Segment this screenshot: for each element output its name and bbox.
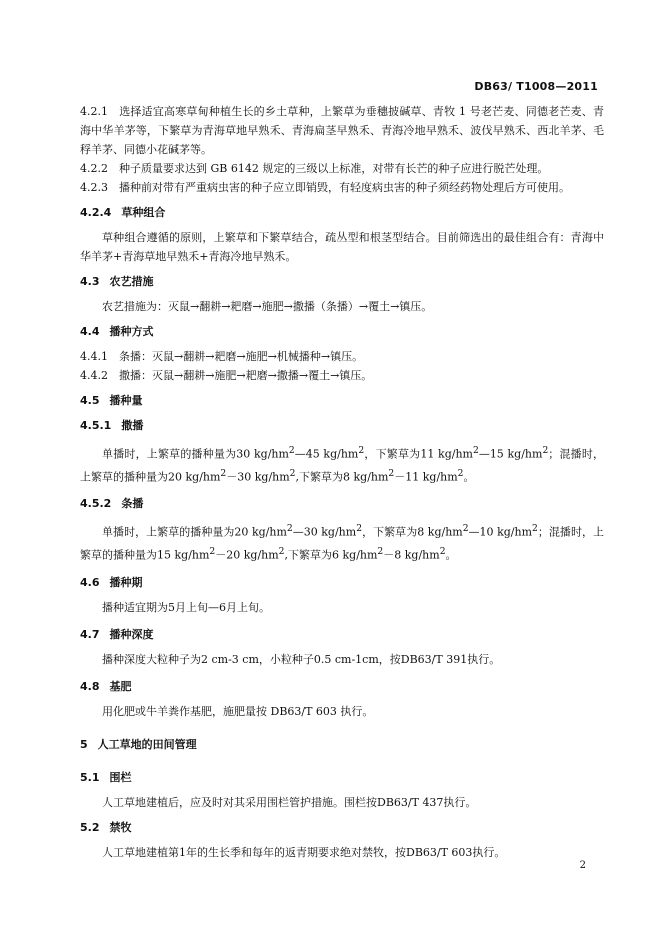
clause-4-2-3 bbox=[80, 178, 604, 197]
page-number: 2 bbox=[579, 860, 586, 871]
heading-title: 禁牧 bbox=[109, 820, 132, 834]
seed-rate-drill-text: 单播时，上繁草的播种量为20 $kg/hm^2—30$ $kg/hm^2$，下繁草为8 $kg/hm^2—10$ $kg/hm^2$；混播时，上繁草的播种量为15 $kg/hm^2-20$ $kg/hm^2$,下繁草为6 $kg/hm^2-8$ $kg/hm^2$。 bbox=[80, 523, 605, 562]
clause-text: 种子质量要求达到 GB 6142 规定的三级以上标准，对带有长芒的种子应进行脱芒处理。 bbox=[119, 162, 549, 175]
heading-5-2 bbox=[80, 818, 604, 837]
heading-title: 围栏 bbox=[109, 770, 132, 784]
clause-text: 选择适宜高寒草甸种植生长的乡土草种，上繁草为垂穗披碱草、青牧 1 号老芒麦、同德老芒麦、青海中华羊茅等，下繁草为青海草地早熟禾、青海扁茎早熟禾、青海冷地早熟禾、波伐早熟禾、西北羊茅、毛稃羊茅、同德小花碱茅等。 bbox=[80, 105, 604, 156]
heading-number: 4.5.2 bbox=[80, 497, 112, 511]
clause-text: 播种深度大粒种子为2 cm-3 cm，小粒种子0.5 cm-1cm，按DB63/T 391执行。 bbox=[102, 652, 501, 666]
heading-title: 基肥 bbox=[109, 679, 132, 693]
clause-text: 人工草地建植后，应及时对其采用围栏管护措施。围栏按DB63/T 437执行。 bbox=[102, 795, 477, 809]
heading-number: 5.1 bbox=[80, 770, 100, 784]
clause-4-2-1 bbox=[80, 102, 604, 159]
clause-text: 播种适宜期为5月上旬—6月上旬。 bbox=[102, 600, 270, 614]
clause-text: 草种组合遵循的原则，上繁草和下繁草结合，疏丛型和根茎型结合。目前筛选出的最佳组合有：青海中华羊茅+青海草地早熟禾+青海冷地早熟禾。 bbox=[80, 231, 604, 263]
clause-text: 条播：灭鼠→翻耕→耙磨→施肥→机械播种→镇压。 bbox=[119, 350, 364, 363]
clause-text: 撒播：灭鼠→翻耕→施肥→耙磨→撒播→覆土→镇压。 bbox=[119, 369, 373, 382]
clause-4-4-1 bbox=[80, 347, 604, 366]
clause-4-2-2 bbox=[80, 159, 604, 178]
heading-5 bbox=[80, 735, 604, 754]
clause-text: 用化肥或牛羊粪作基肥，施肥量按 DB63/T 603 执行。 bbox=[102, 704, 374, 718]
heading-number: 4.3 bbox=[80, 275, 100, 288]
heading-number: 5.2 bbox=[80, 820, 100, 834]
heading-4-3 bbox=[80, 272, 604, 291]
clause-number: 4.2.2 bbox=[80, 162, 108, 175]
heading-number: 4.6 bbox=[80, 575, 100, 589]
heading-title: 农艺措施 bbox=[109, 275, 154, 288]
heading-title: 播种期 bbox=[109, 575, 143, 589]
heading-4-4 bbox=[80, 322, 604, 341]
heading-title: 播种方式 bbox=[109, 325, 154, 338]
clause-text: 农艺措施为：灭鼠→翻耕→耙磨→施肥→撒播（条播）→覆土→镇压。 bbox=[102, 300, 433, 313]
heading-title: 撒播 bbox=[121, 419, 144, 432]
heading-4-6 bbox=[80, 573, 604, 592]
clause-text: 人工草地建植第1年的生长季和每年的返青期要求绝对禁牧，按DB63/T 603执行。 bbox=[102, 845, 506, 859]
heading-4-7 bbox=[80, 625, 604, 644]
heading-number: 4.5.1 bbox=[80, 419, 112, 432]
clause-number: 4.2.3 bbox=[80, 181, 108, 194]
clause-number: 4.2.1 bbox=[80, 105, 108, 118]
heading-title: 人工草地的田间管理 bbox=[97, 737, 197, 751]
heading-number: 4.8 bbox=[80, 679, 100, 693]
document-body bbox=[80, 102, 604, 862]
heading-number: 4.7 bbox=[80, 627, 100, 641]
clause-number: 4.4.1 bbox=[80, 350, 108, 363]
heading-4-8 bbox=[80, 677, 604, 696]
heading-4-5-1 bbox=[80, 416, 604, 435]
seed-rate-broadcast-text: 单播时，上繁草的播种量为30 $kg/hm^2—45$ $kg/hm^2$，下繁草为11 $kg/hm^2—15$ $kg/hm^2$；混播时，上繁草的播种量为20 $kg/hm^2-30$ $kg/hm^2$,下繁草为8 $kg/hm^2-11$ $kg/hm^2$。 bbox=[80, 445, 605, 484]
heading-title: 播种量 bbox=[109, 394, 143, 407]
clause-text: 播种前对带有严重病虫害的种子应立即销毁，有轻度病虫害的种子须经药物处理后方可使用。 bbox=[119, 181, 570, 194]
document-code-header: DB63/ T1008—2011 bbox=[474, 80, 598, 93]
heading-4-2-4 bbox=[80, 203, 604, 222]
heading-title: 草种组合 bbox=[121, 206, 166, 219]
heading-4-5 bbox=[80, 391, 604, 410]
heading-number: 4.5 bbox=[80, 394, 100, 407]
heading-title: 条播 bbox=[121, 497, 144, 511]
heading-5-1 bbox=[80, 768, 604, 787]
heading-number: 4.4 bbox=[80, 325, 100, 338]
clause-number: 4.4.2 bbox=[80, 369, 108, 382]
heading-number: 5 bbox=[80, 737, 88, 751]
clause-4-4-2 bbox=[80, 366, 604, 385]
heading-4-5-2 bbox=[80, 494, 604, 513]
heading-title: 播种深度 bbox=[109, 627, 154, 641]
heading-number: 4.2.4 bbox=[80, 206, 112, 219]
